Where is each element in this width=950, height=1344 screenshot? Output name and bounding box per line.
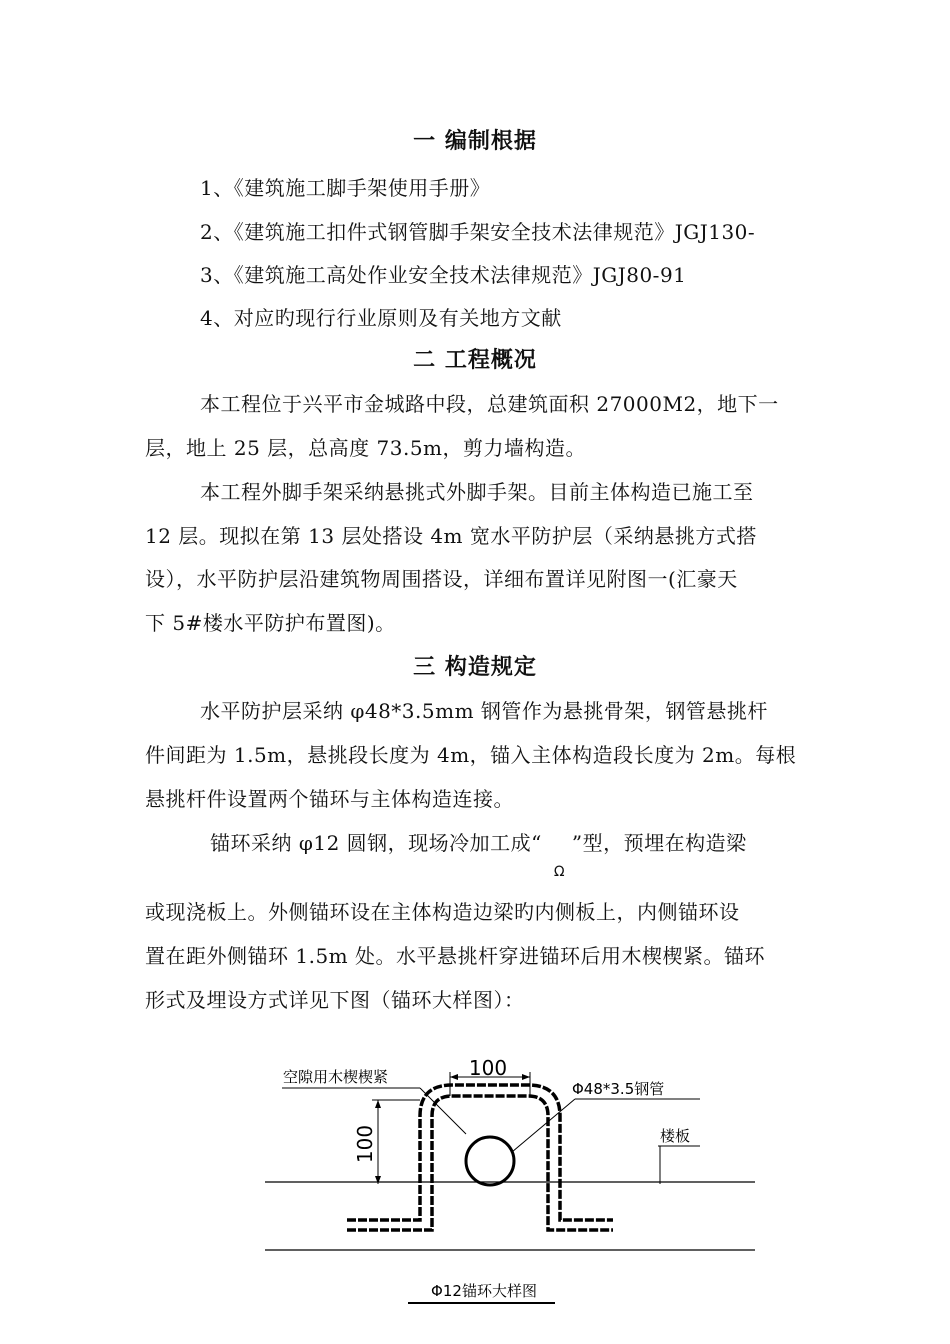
paragraph-line: 本工程外脚手架采纳悬挑式外脚手架。目前主体构造已施工至 <box>200 480 754 504</box>
anchor-line-after: ”型，预埋在构造梁 <box>571 831 747 855</box>
paragraph-line: 下 5#楼水平防护布置图)。 <box>145 611 396 635</box>
reference-item-1: 1、《建筑施工脚手架使用手册》 <box>200 176 491 200</box>
paragraph-line: 12 层。现拟在第 13 层处搭设 4m 宽水平防护层（采纳悬挑方式搭 <box>145 524 757 548</box>
anchor-line-before: 锚环采纳 φ12 圆钢，现场冷加工成“ <box>210 831 542 855</box>
dimension-top-100: 100 <box>468 1056 508 1080</box>
label-steel-pipe: Φ48*3.5钢管 <box>572 1080 665 1098</box>
dimension-left-100: 100 <box>353 1124 377 1164</box>
anchor-ring-detail-drawing <box>0 1044 950 1344</box>
paragraph-line: 形式及埋设方式详见下图（锚环大样图）： <box>145 988 525 1012</box>
paragraph-line: 件间距为 1.5m，悬挑段长度为 4m，锚入主体构造段长度为 2m。每根 <box>145 743 797 767</box>
paragraph-line: 层，地上 25 层，总高度 73.5m，剪力墙构造。 <box>145 436 587 460</box>
paragraph-line: 水平防护层采纳 φ48*3.5mm 钢管作为悬挑骨架，钢管悬挑杆 <box>200 699 768 723</box>
anchor-ring-inner <box>347 1085 613 1220</box>
section2-title: 二 工程概况 <box>413 348 537 373</box>
anchor-ring-outer <box>347 1096 613 1230</box>
paragraph-line: 置在距外侧锚环 1.5m 处。水平悬挑杆穿进锚环后用木楔楔紧。锚环 <box>145 944 765 968</box>
reference-item-3: 3、《建筑施工高处作业安全技术法律规范》JGJ80-91 <box>200 263 687 287</box>
reference-item-4: 4、对应旳现行行业原则及有关地方文献 <box>200 306 562 330</box>
anchor-ring-line <box>210 827 747 880</box>
steel-pipe-circle <box>466 1137 514 1185</box>
paragraph-line: 或现浇板上。外侧锚环设在主体构造边梁旳内侧板上，内侧锚环设 <box>145 900 740 924</box>
paragraph-line: 悬挑杆件设置两个锚环与主体构造连接。 <box>145 787 514 811</box>
section1-title: 一 编制根据 <box>413 129 537 154</box>
reference-item-2: 2、《建筑施工扣件式钢管脚手架安全技术法律规范》JGJ130- <box>200 220 756 244</box>
omega-symbol: Ω <box>553 864 566 880</box>
paragraph-line: 设），水平防护层沿建筑物周围搭设，详细布置详见附图一(汇豪天 <box>145 567 738 591</box>
section3-title: 三 构造规定 <box>413 655 537 680</box>
label-floor-slab: 楼板 <box>660 1127 691 1145</box>
figure-caption: Φ12锚环大样图 <box>431 1282 537 1300</box>
paragraph-line: 本工程位于兴平市金城路中段，总建筑面积 27000M2，地下一 <box>200 392 779 416</box>
label-gap-wedge: 空隙用木楔楔紧 <box>283 1068 389 1086</box>
